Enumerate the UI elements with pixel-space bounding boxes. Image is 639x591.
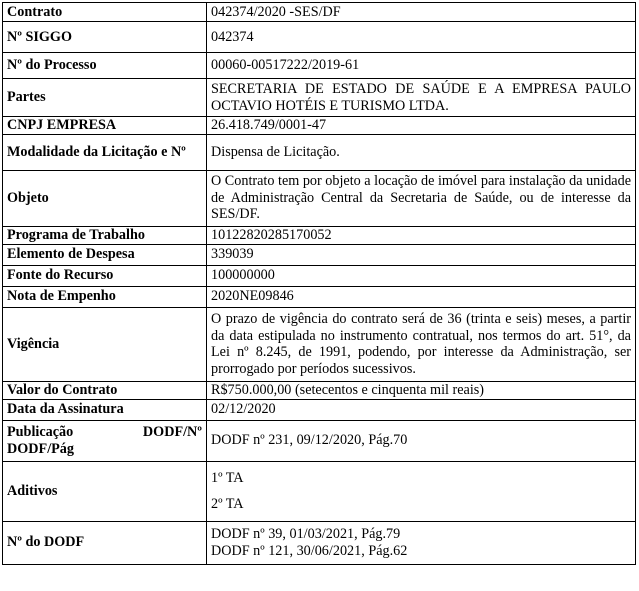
row-elemento — [3, 244, 636, 265]
label-dodf: Nº do DODF — [3, 521, 207, 564]
row-contrato — [3, 3, 636, 22]
label-cnpj: CNPJ EMPRESA — [3, 117, 207, 135]
value-modalidade: Dispensa de Licitação. — [207, 134, 636, 170]
row-modalidade — [3, 134, 636, 170]
row-cnpj — [3, 117, 636, 135]
aditivo-item: 2º TA — [211, 495, 244, 512]
label-processo: Nº do Processo — [3, 53, 207, 79]
row-programa — [3, 226, 636, 244]
value-aditivos — [207, 461, 636, 521]
label-assinatura: Data da Assinatura — [3, 399, 207, 420]
row-publicacao — [3, 420, 636, 461]
label-elemento: Elemento de Despesa — [3, 244, 207, 265]
value-cnpj: 26.418.749/0001-47 — [207, 117, 636, 135]
row-assinatura — [3, 399, 636, 420]
aditivo-item: 1º TA — [211, 470, 244, 486]
label-objeto: Objeto — [3, 170, 207, 226]
value-contrato: 042374/2020 -SES/DF — [207, 3, 636, 22]
value-vigencia: O prazo de vigência do contrato será de 36 (trinta e seis) meses, a partir da data estipulada no instrumento contratual, nos termos do art. 51°, da Lei nº 8.245, de 1991, podendo, por interesse da Administração, ser prorrogado por períodos sucessivos. — [207, 307, 636, 381]
label-empenho: Nota de Empenho — [3, 286, 207, 307]
row-siggo — [3, 22, 636, 53]
label-publicacao — [3, 420, 207, 461]
value-partes: SECRETARIA DE ESTADO DE SAÚDE E A EMPRESA PAULO OCTAVIO HOTÉIS E TURISMO LTDA. — [207, 79, 636, 117]
label-contrato: Contrato — [3, 3, 207, 22]
row-objeto — [3, 170, 636, 226]
label-publicacao-part2: DODF/Nº — [142, 424, 202, 440]
value-publicacao: DODF nº 231, 09/12/2020, Pág.70 — [207, 420, 636, 461]
contract-summary-table — [2, 2, 636, 565]
row-processo — [3, 53, 636, 79]
label-aditivos: Aditivos — [3, 461, 207, 521]
label-publicacao-line1 — [7, 424, 202, 441]
value-valor: R$750.000,00 (setecentos e cinquenta mil reais) — [207, 381, 636, 399]
value-empenho: 2020NE09846 — [207, 286, 636, 307]
value-programa: 10122820285170052 — [207, 226, 636, 244]
row-partes — [3, 79, 636, 117]
row-vigencia — [3, 307, 636, 381]
label-valor: Valor do Contrato — [3, 381, 207, 399]
row-fonte — [3, 265, 636, 286]
row-dodf — [3, 521, 636, 564]
value-objeto: O Contrato tem por objeto a locação de imóvel para instalação da unidade de Administração Central da Secretaria de Saúde, ou de interesse da SES/DF. — [207, 170, 636, 226]
value-dodf — [207, 521, 636, 564]
label-programa: Programa de Trabalho — [3, 226, 207, 244]
label-vigencia: Vigência — [3, 307, 207, 381]
label-modalidade: Modalidade da Licitação e Nº — [3, 134, 207, 170]
row-valor — [3, 381, 636, 399]
label-partes: Partes — [3, 79, 207, 117]
value-elemento: 339039 — [207, 244, 636, 265]
label-publicacao-part1: Publicação — [7, 424, 74, 440]
label-publicacao-line2: DODF/Pág — [7, 440, 74, 457]
value-processo: 00060-00517222/2019-61 — [207, 53, 636, 79]
row-aditivos — [3, 461, 636, 521]
value-assinatura: 02/12/2020 — [207, 399, 636, 420]
value-fonte: 100000000 — [207, 265, 636, 286]
row-empenho — [3, 286, 636, 307]
label-siggo: Nº SIGGO — [3, 22, 207, 53]
label-fonte: Fonte do Recurso — [3, 265, 207, 286]
dodf-item: DODF nº 121, 30/06/2021, Pág.62 — [211, 542, 408, 559]
dodf-item: DODF nº 39, 01/03/2021, Pág.79 — [211, 526, 401, 542]
value-siggo: 042374 — [207, 22, 636, 53]
